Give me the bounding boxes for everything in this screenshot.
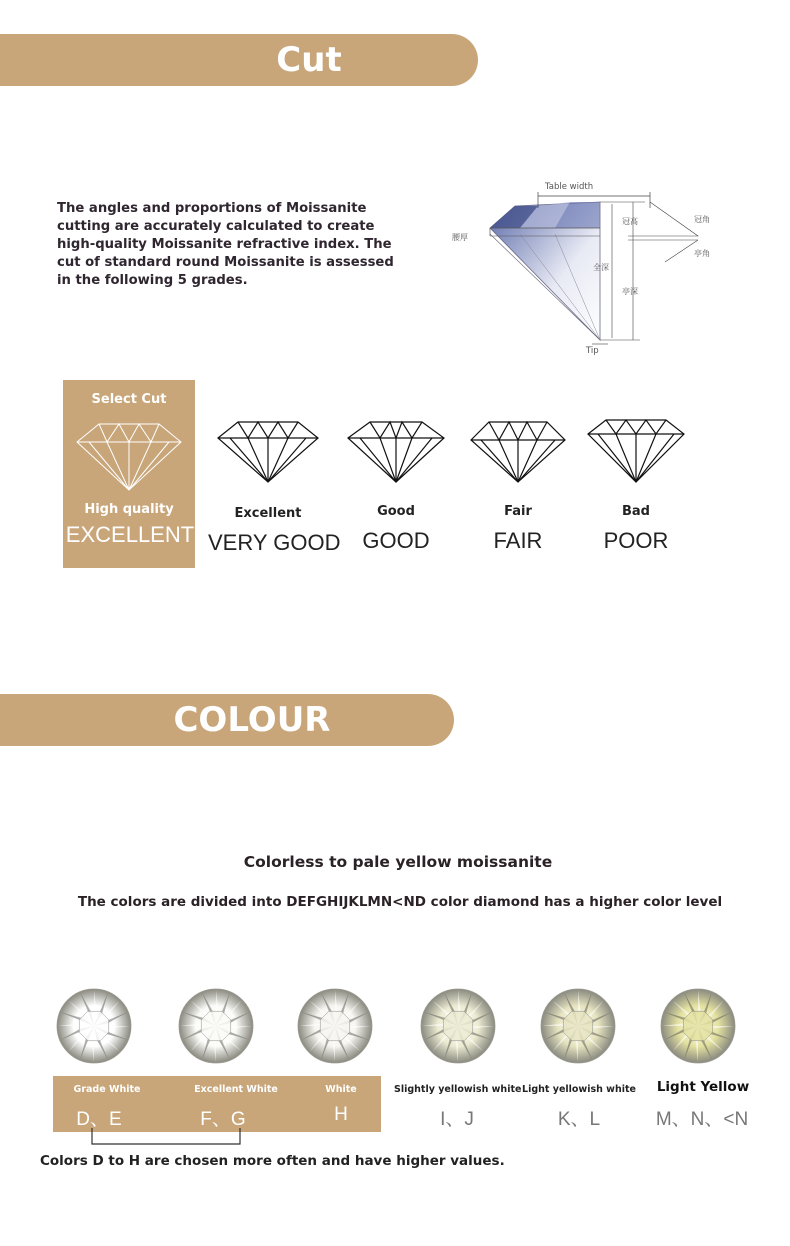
gem-icon <box>178 988 254 1064</box>
tip-label: Tip <box>586 346 599 356</box>
colour-grade-name: White <box>325 1084 357 1095</box>
pavilion-angle-label: 亭角 <box>694 249 710 258</box>
table-width-label: Table width <box>545 182 594 192</box>
diamond-outline-icon <box>586 416 686 484</box>
total-depth-label: 全深 <box>593 263 609 272</box>
colour-grade-letters: M、N、<N <box>655 1109 749 1130</box>
cut-grade-value: VERY GOOD <box>208 530 341 555</box>
cut-banner <box>0 34 478 86</box>
gem-icon <box>297 988 373 1064</box>
crown-height-label: 冠高 <box>622 217 638 226</box>
girdle-label: 腰厚 <box>452 233 468 242</box>
colour-grade-name: Grade White <box>73 1084 141 1095</box>
colour-grade-letters: K、L <box>557 1109 601 1130</box>
cut-grade-value: POOR <box>603 528 669 553</box>
cut-grade-label: Good <box>377 504 415 519</box>
gem-icon <box>420 988 496 1064</box>
colour-grade-letters: D、E <box>76 1109 122 1130</box>
gem-icon <box>540 988 616 1064</box>
colour-grade-letters: H <box>334 1104 348 1125</box>
cut-grade-poor <box>576 416 696 554</box>
grade-bracket <box>90 1128 242 1146</box>
cut-grade-good <box>336 416 456 554</box>
colour-grade-name: Light Yellow <box>656 1079 750 1095</box>
colour-grade-letters: I、J <box>440 1109 474 1130</box>
select-cut-grade: EXCELLENT <box>65 522 195 547</box>
colour-grade-name: Slightly yellowish white <box>394 1084 522 1095</box>
diamond-outline-icon <box>346 416 446 484</box>
cut-title: Cut <box>276 40 342 80</box>
colour-grade-letters: F、G <box>200 1109 246 1130</box>
select-cut-title: Select Cut <box>91 392 167 407</box>
colour-title: COLOUR <box>173 700 331 740</box>
crown-angle-label: 冠角 <box>694 215 710 224</box>
colour-grade-name: Light yellowish white <box>522 1084 636 1095</box>
cut-grade-label: Fair <box>504 504 532 519</box>
diamond-outline-icon <box>75 420 183 492</box>
cut-grade-value: GOOD <box>362 528 430 553</box>
colour-grade-name: Excellent White <box>194 1084 278 1095</box>
colour-banner <box>0 694 454 746</box>
gem-icon <box>660 988 736 1064</box>
selected-cut-card <box>63 380 195 568</box>
colour-subheading: The colors are divided into DEFGHIJKLMN<ND color diamond has a higher color level <box>77 894 723 910</box>
diamond-outline-icon <box>216 416 320 486</box>
diamond-outline-icon <box>469 416 567 484</box>
cut-grade-label: Bad <box>622 504 650 519</box>
cut-grade-value: FAIR <box>493 528 543 553</box>
cut-intro-text: The angles and proportions of Moissanite cutting are accurately calculated to create high-quality Moissanite refractive index. The cut of standard round Moissanite is assessed in the following 5 grades. <box>57 201 394 288</box>
colour-heading: Colorless to pale yellow moissanite <box>243 853 553 871</box>
cut-proportion-diagram <box>450 178 730 358</box>
gem-icon <box>56 988 132 1064</box>
cut-grade-very-good <box>208 416 341 556</box>
colour-footnote: Colors D to H are chosen more often and have higher values. <box>40 1153 505 1169</box>
cut-grade-fair <box>458 416 578 554</box>
cut-grade-label: Excellent <box>234 506 302 521</box>
pavilion-depth-label: 亭深 <box>622 287 638 296</box>
select-cut-quality: High quality <box>84 502 174 517</box>
